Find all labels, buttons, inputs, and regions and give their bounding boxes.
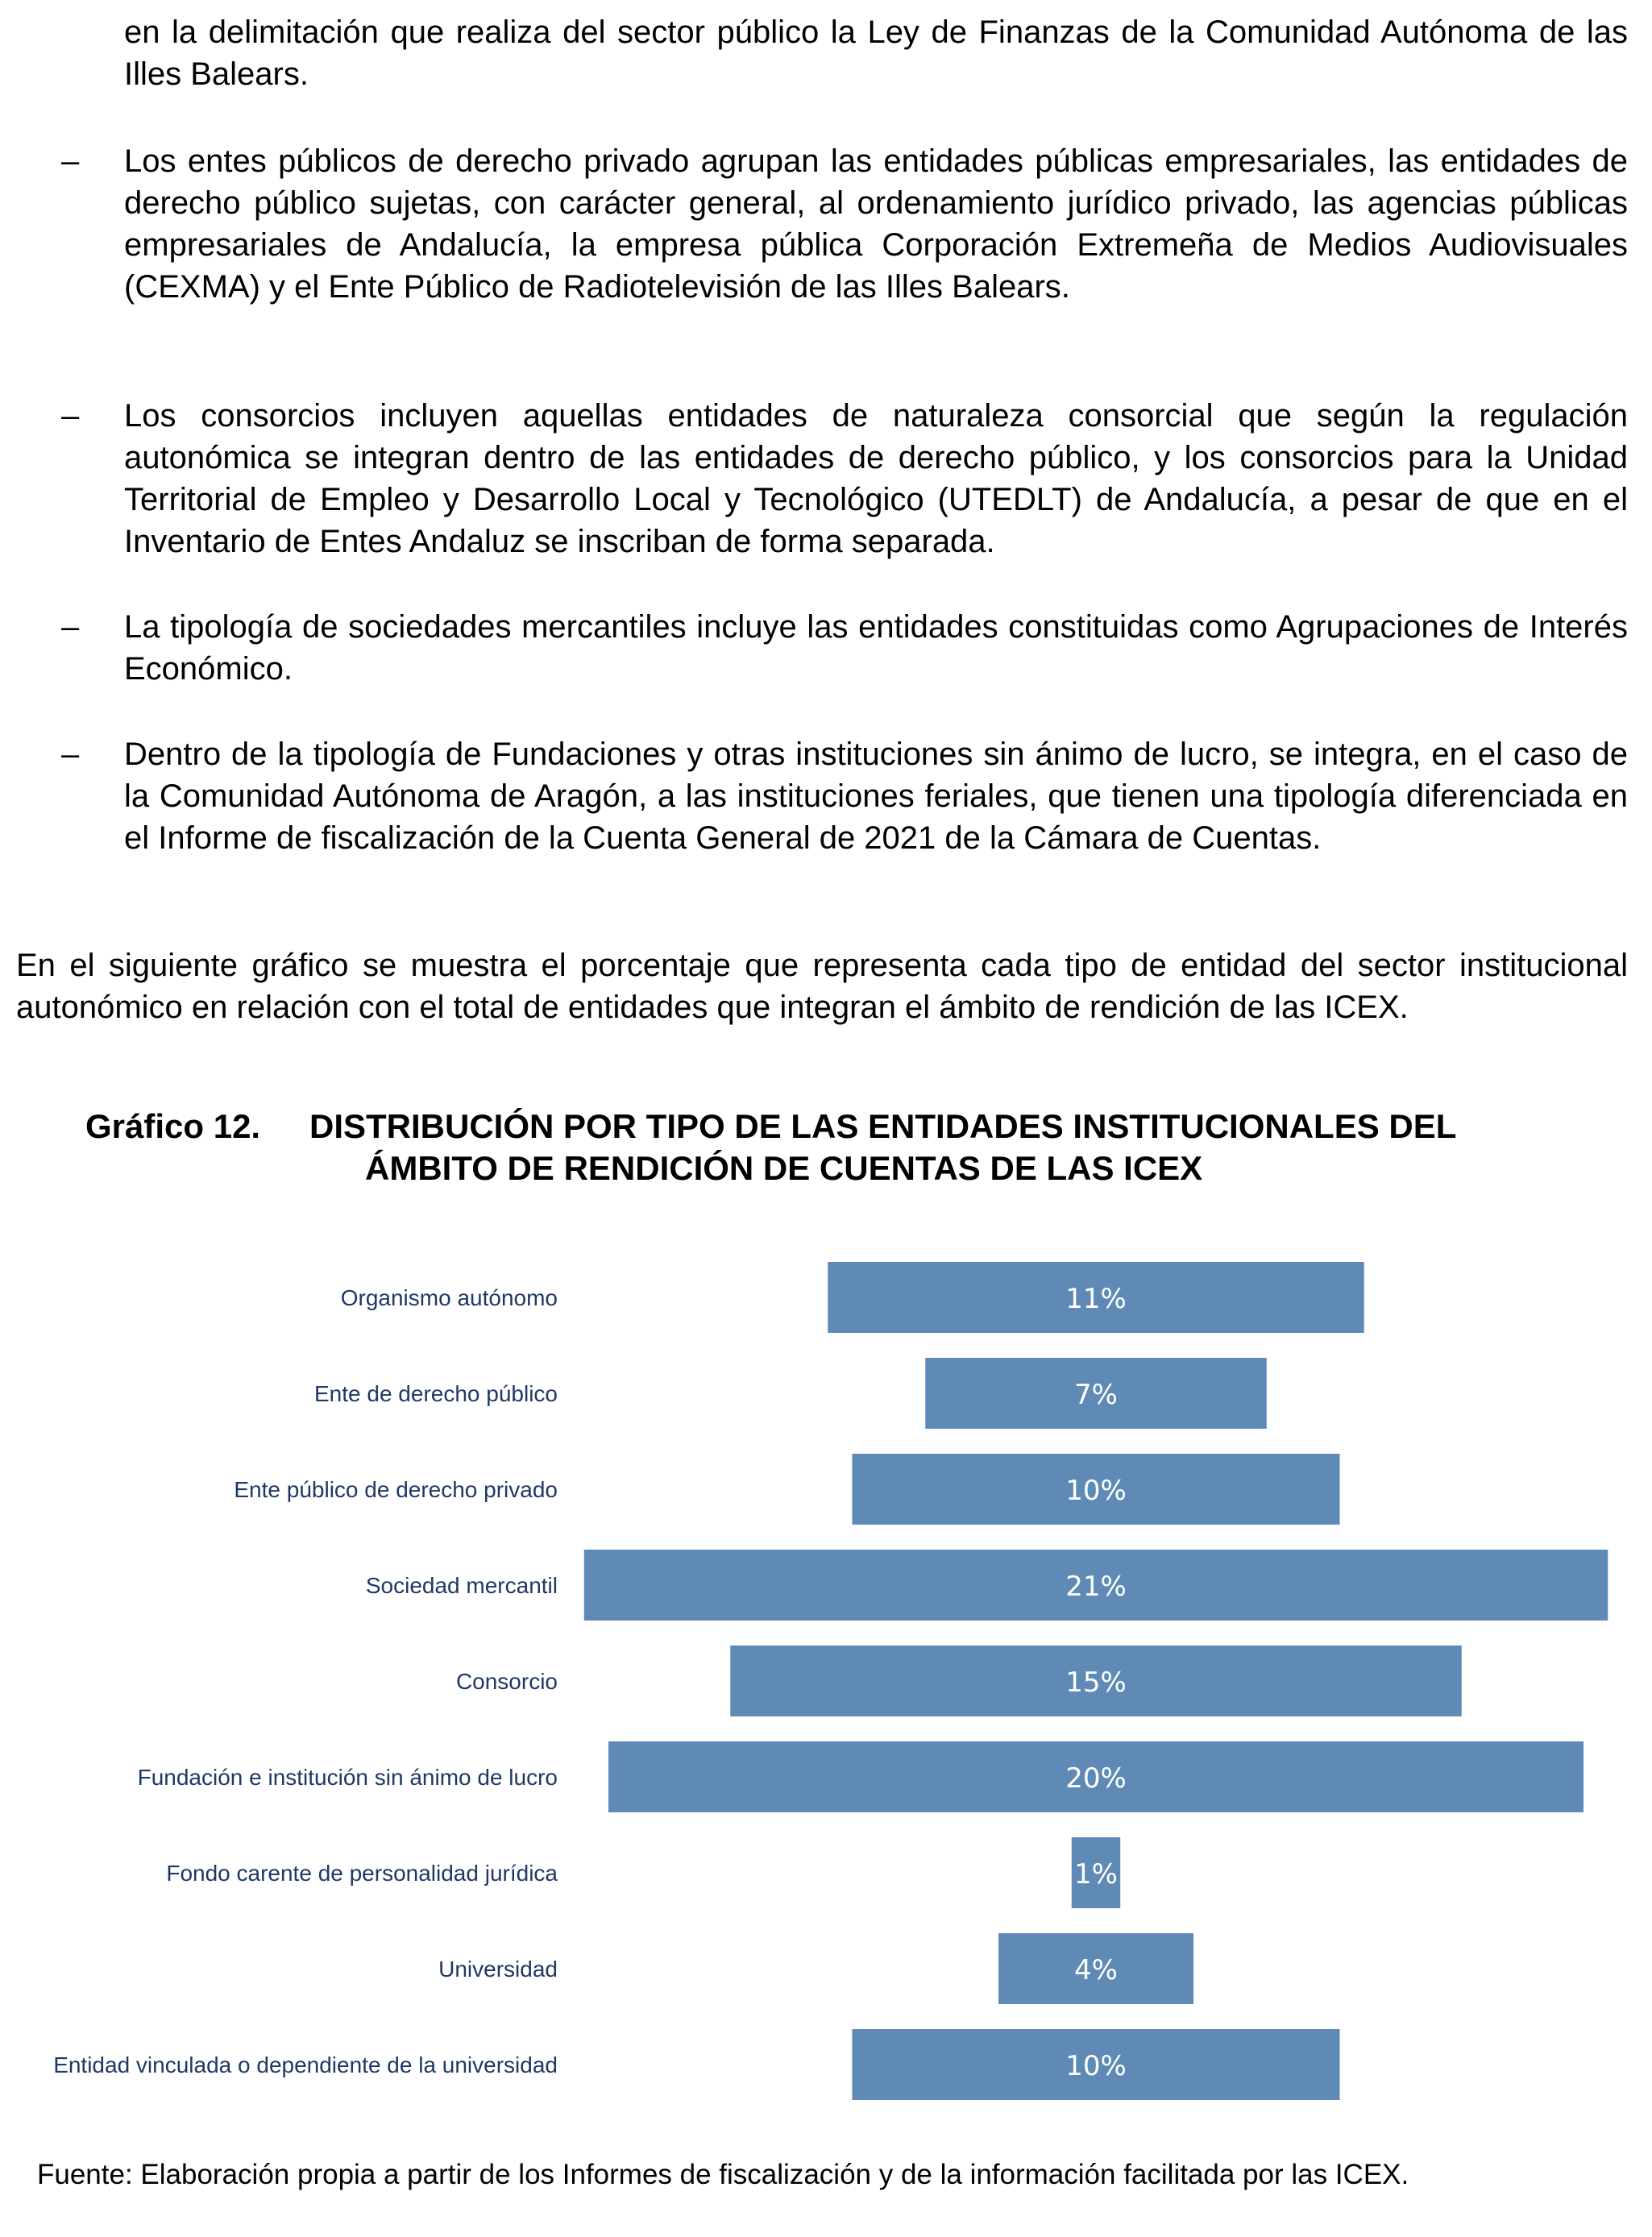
figure-title-line1: DISTRIBUCIÓN POR TIPO DE LAS ENTIDADES INSTITUCIONALES DEL: [309, 1107, 1457, 1145]
category-label: Entidad vinculada o dependiente de la universidad: [53, 2052, 558, 2077]
category-label: Fondo carente de personalidad jurídica: [166, 1861, 558, 1886]
bullet-dash: –: [61, 737, 80, 772]
category-label: Ente público de derecho privado: [234, 1477, 558, 1502]
bullet-dash: –: [61, 398, 80, 434]
category-label: Consorcio: [455, 1669, 558, 1694]
bar-value-label: 4%: [1074, 1954, 1118, 1986]
bar-value-label: 10%: [1065, 2050, 1127, 2082]
bar-value-label: 11%: [1065, 1283, 1127, 1315]
bar-value-label: 1%: [1074, 1858, 1118, 1890]
bar-value-label: 7%: [1074, 1379, 1118, 1411]
bullet-paragraph-fundaciones: Dentro de la tipología de Fundaciones y otras instituciones sin ánimo de lucro, se integra, en el caso de la Comunidad Autónoma de Aragón, a las instituciones feriales, que tienen una tipología diferenciada en el Informe de fiscalización de la Cuenta General de 2021 de la Cámara de Cuentas.: [124, 737, 1628, 856]
paragraph-continuation: en la delimitación que realiza del sector público la Ley de Finanzas de la Comunidad Autónoma de las Illes Balears.: [124, 15, 1628, 92]
category-label: Ente de derecho público: [314, 1381, 558, 1406]
bullet-paragraph-consorcios: Los consorcios incluyen aquellas entidades de naturaleza consorcial que según la regulación autonómica se integran dentro de las entidades de derecho público, y los consorcios para la Unidad Territorial de Empleo y Desarrollo Local y Tecnológico (UTEDLT) de Andalucía, a pesar de que en el Inventario de Entes Andaluz se inscriban de forma separada.: [124, 398, 1628, 559]
category-label: Organismo autónomo: [340, 1285, 558, 1310]
bar-value-label: 21%: [1065, 1571, 1127, 1603]
bar-value-label: 20%: [1065, 1762, 1127, 1795]
bar-chart: [0, 1241, 1652, 2127]
figure-title: [85, 1106, 1617, 1189]
figure-title-line2: ÁMBITO DE RENDICIÓN DE CUENTAS DE LAS ICEX: [365, 1149, 1203, 1187]
bar-value-label: 10%: [1065, 1475, 1127, 1507]
category-label: Sociedad mercantil: [365, 1573, 558, 1598]
intro-paragraph: En el siguiente gráfico se muestra el porcentaje que representa cada tipo de entidad del sector institucional autonómico en relación con el total de entidades que integran el ámbito de rendición de las ICEX.: [16, 948, 1628, 1025]
figure-source: Fuente: Elaboración propia a partir de los Informes de fiscalización y de la información facilitada por las ICEX.: [37, 2159, 1409, 2190]
figure-number: Gráfico 12.: [85, 1107, 261, 1145]
category-label: Universidad: [438, 1957, 558, 1982]
bullet-paragraph-entes-publicos: Los entes públicos de derecho privado agrupan las entidades públicas empresariales, las entidades de derecho público sujetas, con carácter general, al ordenamiento jurídico privado, las agencias públicas empresariales de Andalucía, la empresa pública Corporación Extremeña de Medios Audiovisuales (CEXMA) y el Ente Público de Radiotelevisión de las Illes Balears.: [124, 143, 1628, 305]
bar-value-label: 15%: [1065, 1666, 1127, 1699]
category-label: Fundación e institución sin ánimo de lucro: [137, 1765, 558, 1790]
bullet-dash: –: [61, 143, 80, 179]
bullet-dash: –: [61, 609, 80, 645]
bullet-paragraph-sociedades: La tipología de sociedades mercantiles incluye las entidades constituidas como Agrupaciones de Interés Económico.: [124, 609, 1628, 687]
